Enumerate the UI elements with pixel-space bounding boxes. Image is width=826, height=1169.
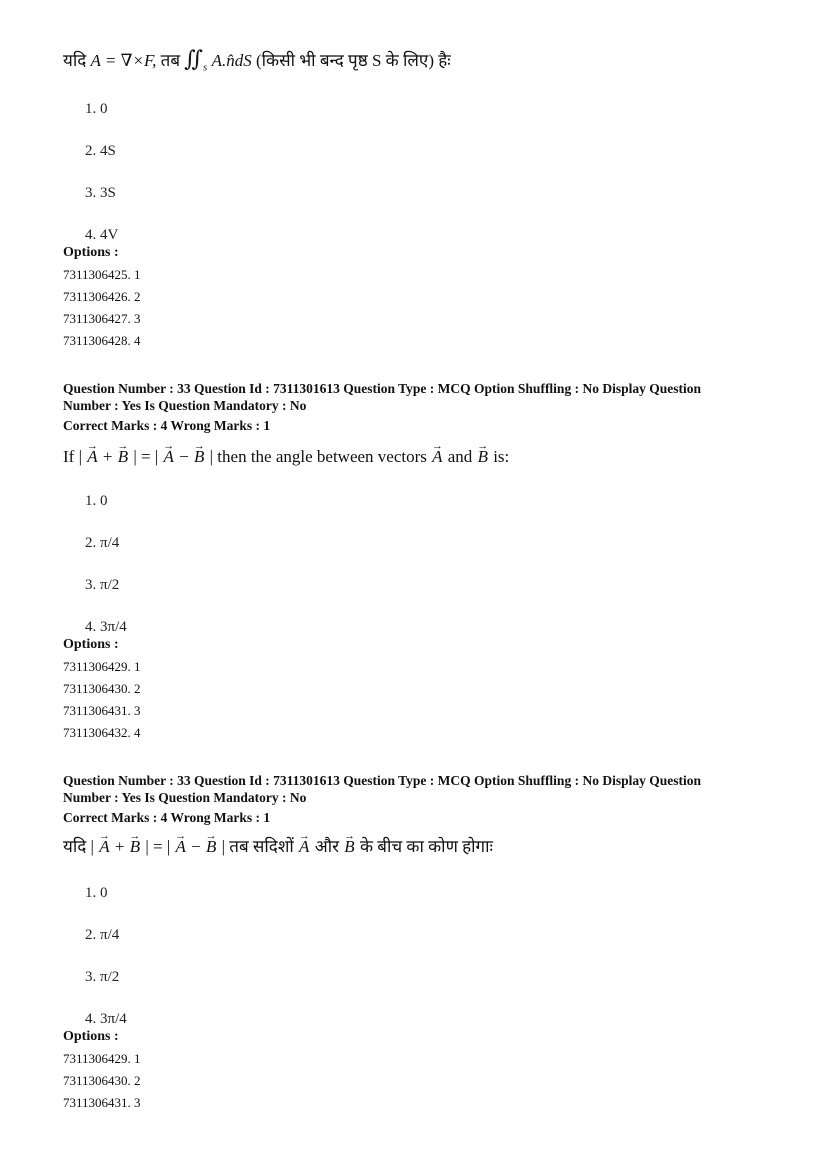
option-id: 7311306430. 2	[63, 681, 141, 696]
choice-3: 3. 3S	[85, 185, 116, 201]
integral-symbol: ∬	[184, 46, 204, 71]
options-label: Options :	[63, 1029, 119, 1044]
option-id: 7311306427. 3	[63, 311, 141, 326]
choice-2: 2. π/4	[85, 927, 120, 943]
choice-1: 1. 0	[85, 493, 108, 509]
choice-1: 1. 0	[85, 885, 108, 901]
stem-suffix: (किसी भी बन्द पृष्ठ S के लिए) हैः	[255, 51, 451, 70]
option-id: 7311306431. 3	[63, 703, 141, 718]
choice-4: 4. 3π/4	[85, 1011, 127, 1027]
question-stem-hindi: यदि | → A + → B | = | → A − → B | तब सदिशों → A और → B के बीच का कोण होगाः	[63, 836, 786, 858]
choice-2: 2. π/4	[85, 535, 120, 551]
stem-formula: A = ∇×F,	[90, 51, 157, 70]
question-stem-english: If | → A + → B | = | → A − → B | then the angle between vectors → A and → B is:	[63, 446, 786, 468]
option-id: 7311306426. 2	[63, 289, 141, 304]
option-id: 7311306432. 4	[63, 725, 141, 740]
option-id: 7311306430. 2	[63, 1073, 141, 1088]
option-id: 7311306425. 1	[63, 267, 141, 282]
option-id: 7311306429. 1	[63, 1051, 141, 1066]
choice-3: 3. π/2	[85, 577, 120, 593]
option-id: 7311306431. 3	[63, 1095, 141, 1110]
choice-4: 4. 4V	[85, 227, 119, 243]
options-label: Options :	[63, 637, 119, 652]
choice-3: 3. π/2	[85, 969, 120, 985]
stem-tab: तब	[160, 51, 181, 70]
option-id: 7311306429. 1	[63, 659, 141, 674]
question-marks: Correct Marks : 4 Wrong Marks : 1	[63, 418, 271, 433]
choice-1: 1. 0	[85, 101, 108, 117]
options-label: Options :	[63, 245, 119, 260]
choice-4: 4. 3π/4	[85, 619, 127, 635]
integral-subscript: s	[203, 61, 208, 74]
option-id: 7311306428. 4	[63, 333, 141, 348]
choice-2: 2. 4S	[85, 143, 116, 159]
question-stem-prev	[63, 48, 786, 78]
question-meta-line-1: Question Number : 33 Question Id : 7311301613 Question Type : MCQ Option Shuffling : No Display Question	[63, 773, 701, 788]
stem-integrand: A.n̂dS	[211, 51, 252, 70]
question-meta-line-1: Question Number : 33 Question Id : 7311301613 Question Type : MCQ Option Shuffling : No Display Question	[63, 381, 701, 396]
question-marks: Correct Marks : 4 Wrong Marks : 1	[63, 810, 271, 825]
question-meta-line-2: Number : Yes Is Question Mandatory : No	[63, 790, 307, 805]
stem-prefix: यदि	[63, 51, 87, 70]
question-meta-line-2: Number : Yes Is Question Mandatory : No	[63, 398, 307, 413]
